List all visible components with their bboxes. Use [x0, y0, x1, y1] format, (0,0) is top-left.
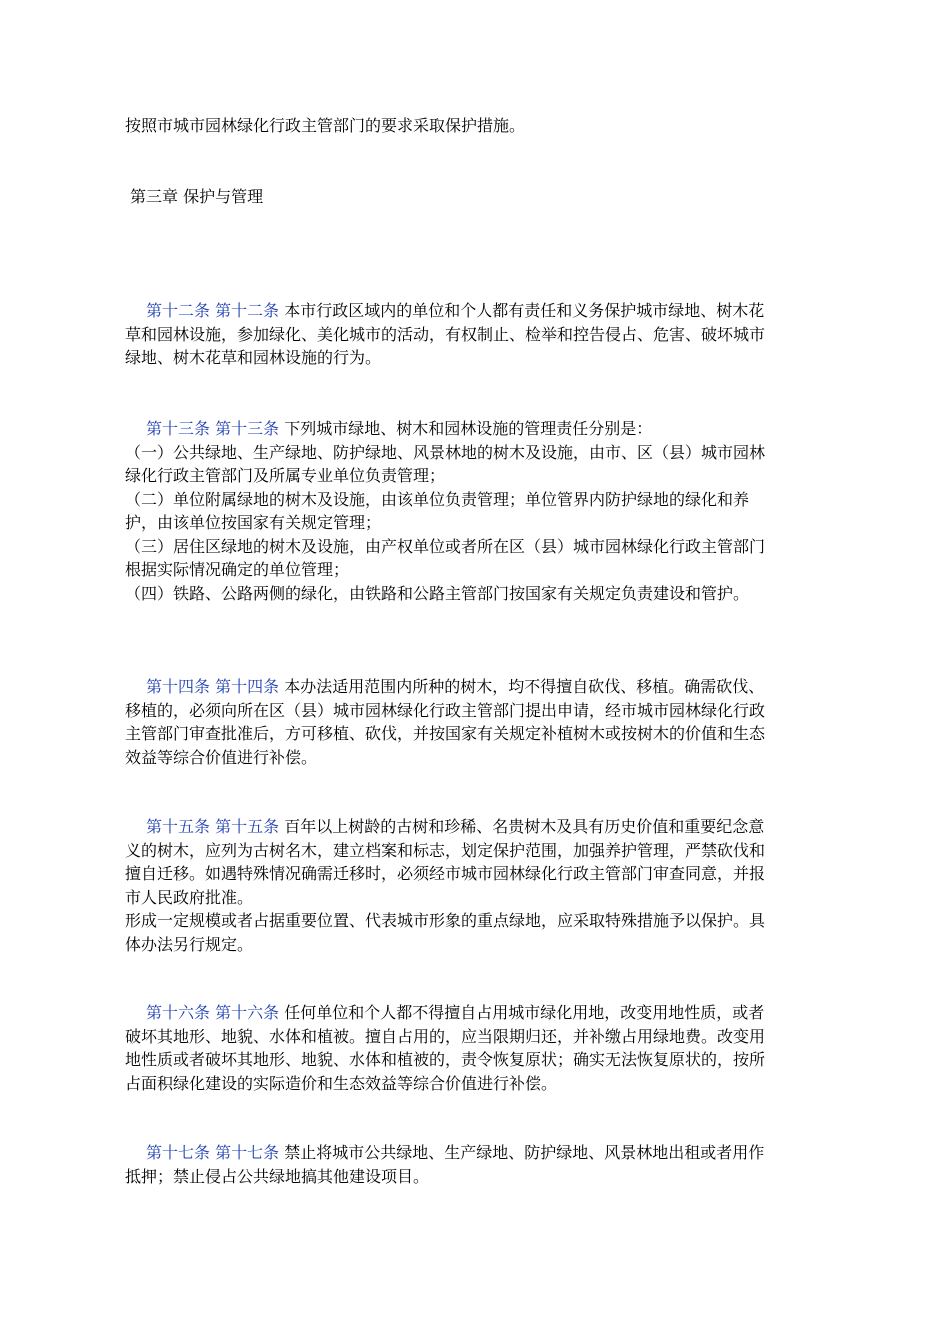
article-15	[125, 815, 835, 956]
article-16-text-line-1: 任何单位和个人都不得擅自占用城市绿化用地，改变用地性质，或者	[284, 1003, 765, 1022]
article-14-link[interactable]: 第十四条	[215, 677, 280, 696]
article-13-text-line-6: （三）居住区绿地的树木及设施，由产权单位或者所在区（县）城市园林绿化行政主管部门	[125, 536, 766, 556]
article-14-text-line-1: 本办法适用范围内所种的树木，均不得擅自砍伐、移植。确需砍伐、	[284, 677, 765, 696]
article-15-first-line	[125, 815, 835, 839]
article-13	[125, 417, 835, 605]
article-13-text-line-2: （一）公共绿地、生产绿地、防护绿地、风景林地的树木及设施，由市、区（县）城市园林	[125, 442, 766, 462]
article-16-first-line	[125, 1001, 835, 1025]
article-14-text-line-4: 效益等综合价值进行补偿。	[125, 747, 318, 767]
article-12-text-line-1: 本市行政区域内的单位和个人都有责任和义务保护城市绿地、树木花	[284, 301, 765, 320]
article-17-text-line-1: 禁止将城市公共绿地、生产绿地、防护绿地、风景林地出租或者用作	[284, 1143, 765, 1162]
article-14	[125, 675, 835, 769]
article-15-text-line-3: 擅自迁移。如遇特殊情况确需迁移时，必须经市城市园林绿化行政主管部门审查同意，并报	[125, 864, 766, 883]
article-14-number: 第十四条	[146, 677, 211, 696]
article-12-number: 第十二条	[146, 301, 211, 320]
article-17-number: 第十七条	[146, 1143, 211, 1162]
article-16-link[interactable]: 第十六条	[215, 1003, 280, 1022]
article-16	[125, 1001, 835, 1095]
article-15-text-line-5: 形成一定规模或者占据重要位置、代表城市形象的重点绿地，应采取特殊措施予以保护。具	[125, 911, 766, 930]
article-16-text-line-4: 占面积绿化建设的实际造价和生态效益等综合价值进行补偿。	[125, 1073, 558, 1093]
article-14-first-line	[125, 675, 835, 699]
article-12-text-line-3: 绿地、树木花草和园林设施的行为。	[125, 348, 382, 367]
article-14-text-line-3: 主管部门审查批准后，方可移植、砍伐，并按国家有关规定补植树木或按树木的价值和生态	[125, 724, 766, 743]
article-15-number: 第十五条	[146, 817, 211, 836]
article-15-text-line-6: 体办法另行规定。	[125, 934, 254, 954]
article-13-text-line-5: 护，由该单位按国家有关规定管理；	[125, 513, 382, 532]
article-13-text-line-7: 根据实际情况确定的单位管理；	[125, 560, 350, 579]
article-17-link[interactable]: 第十七条	[215, 1143, 280, 1162]
article-16-text-line-3: 地性质或者破坏其地形、地貌、水体和植被的，责令恢复原状；确实无法恢复原状的，按所	[125, 1050, 766, 1069]
article-17-first-line	[125, 1141, 835, 1165]
article-15-text-line-1: 百年以上树龄的古树和珍稀、名贵树木及具有历史价值和重要纪念意	[284, 817, 765, 836]
article-17-text-line-2: 抵押；禁止侵占公共绿地搞其他建设项目。	[125, 1166, 430, 1186]
article-15-text-line-2: 义的树木，应列为古树名木，建立档案和标志，划定保护范围，加强养护管理，严禁砍伐和	[125, 840, 766, 860]
article-15-text-line-4: 市人民政府批准。	[125, 887, 254, 907]
article-13-first-line	[125, 417, 835, 441]
article-16-number: 第十六条	[146, 1003, 211, 1022]
article-13-text-line-8: （四）铁路、公路两侧的绿化，由铁路和公路主管部门按国家有关规定负责建设和管护。	[125, 583, 750, 603]
article-12-link[interactable]: 第十二条	[215, 301, 280, 320]
intro-line: 按照市城市园林绿化行政主管部门的要求采取保护措施。	[125, 116, 526, 135]
article-13-text-line-4: （二）单位附属绿地的树木及设施，由该单位负责管理；单位管界内防护绿地的绿化和养	[125, 489, 750, 509]
article-13-text-line-1: 下列城市绿地、树木和园林设施的管理责任分别是：	[284, 419, 653, 438]
article-13-link[interactable]: 第十三条	[215, 419, 280, 438]
article-12	[125, 299, 835, 370]
chapter-title: 第三章 保护与管理	[130, 187, 264, 206]
article-17	[125, 1141, 835, 1188]
article-15-link[interactable]: 第十五条	[215, 817, 280, 836]
article-13-number: 第十三条	[146, 419, 211, 438]
article-12-text-line-2: 草和园林设施，参加绿化、美化城市的活动，有权制止、检举和控告侵占、危害、破坏城市	[125, 324, 766, 344]
article-12-first-line	[125, 299, 835, 323]
article-16-text-line-2: 破坏其地形、地貌、水体和植被。擅自占用的，应当限期归还，并补缴占用绿地费。改变用	[125, 1026, 766, 1046]
article-13-text-line-3: 绿化行政主管部门及所属专业单位负责管理；	[125, 466, 446, 485]
article-14-text-line-2: 移植的，必须向所在区（县）城市园林绿化行政主管部门提出申请，经市城市园林绿化行政	[125, 700, 766, 720]
